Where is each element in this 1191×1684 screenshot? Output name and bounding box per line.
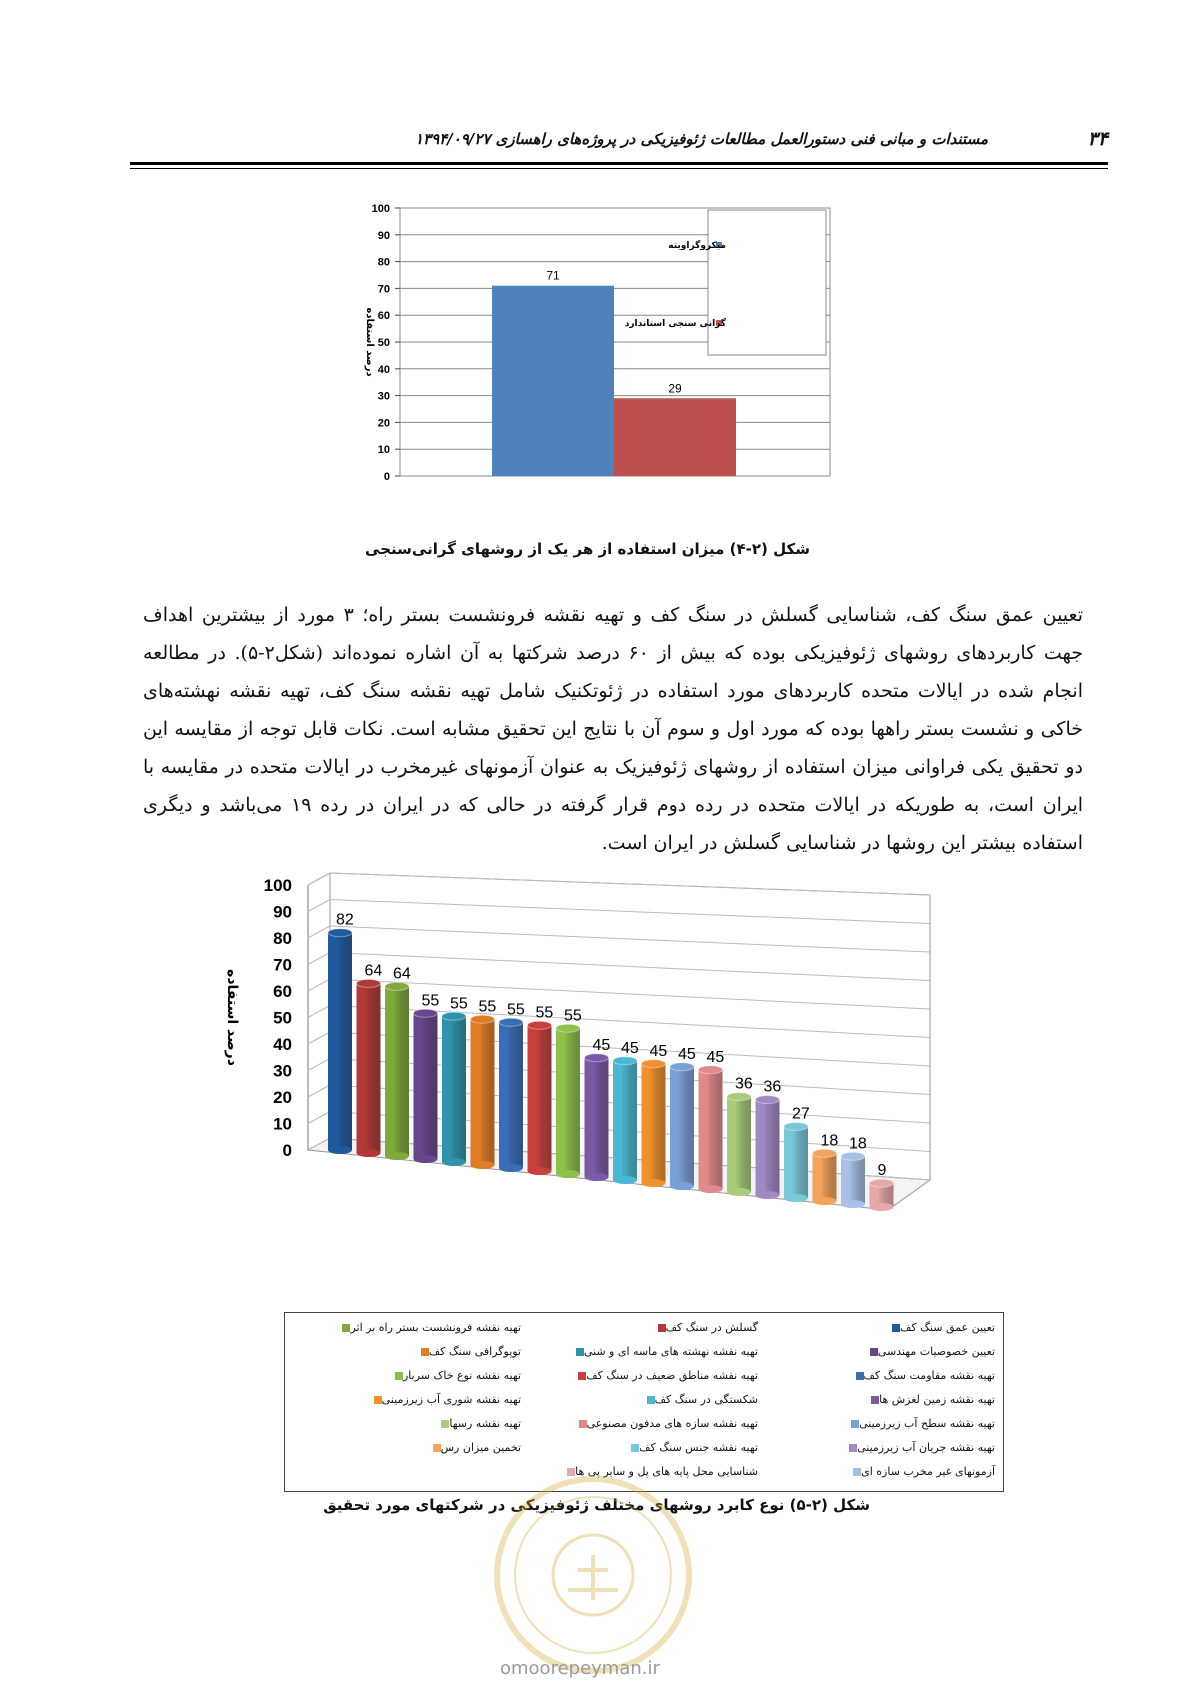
gridline-side xyxy=(308,1032,330,1044)
legend-label: شکستگی در سنگ کف xyxy=(654,1393,758,1406)
bar xyxy=(499,1018,523,1172)
bar xyxy=(841,1152,865,1208)
data-label: 55 xyxy=(450,995,468,1013)
legend-swatch xyxy=(421,1348,429,1356)
paragraph-line: انجام شده در ایالات متحده کاربردهای مورد استفاده در ژئوتکنیک شامل تهیه نقشه سنگ کف، تهیه نقشه نهشته‌های xyxy=(143,680,1083,702)
legend-label: تهیه نقشه زمین لغزش ها xyxy=(879,1393,995,1406)
legend-label: تهیه نقشه شوری آب زیرزمینی xyxy=(381,1393,521,1406)
y-tick-label: 20 xyxy=(273,1088,292,1107)
gridline-side xyxy=(308,1006,330,1018)
legend-item xyxy=(572,1369,758,1382)
legend-label: تهیه نقشه فرونشست بستر راه بر اثر xyxy=(350,1321,521,1334)
gridline-side xyxy=(308,1112,330,1124)
data-label: 45 xyxy=(649,1042,668,1060)
legend-item xyxy=(336,1321,521,1334)
bar xyxy=(699,1066,723,1193)
bar xyxy=(414,1009,438,1163)
y-tick-label: 0 xyxy=(282,1141,292,1160)
bar xyxy=(556,1024,580,1178)
data-label: 27 xyxy=(792,1105,810,1123)
y-tick-label: 30 xyxy=(273,1061,292,1081)
bar xyxy=(870,1179,894,1211)
data-label: 55 xyxy=(478,998,497,1016)
data-label: 64 xyxy=(393,965,411,983)
legend-item xyxy=(845,1417,995,1430)
legend-label: تهیه نقشه مقاومت سنگ کف xyxy=(863,1369,995,1382)
legend-swatch xyxy=(870,1348,878,1356)
legend-swatch xyxy=(576,1348,584,1356)
bar xyxy=(642,1060,666,1187)
legend-swatch xyxy=(441,1420,449,1428)
y-tick-label: 70 xyxy=(377,283,390,296)
legend-swatch xyxy=(579,1420,587,1428)
paragraph-line: دو تحقیق یکی فراوانی میزان استفاده از روشهای ژئوفیزیک به عنوان آزمونهای غیرمخرب در ایالات متحده در مقایسه با xyxy=(143,756,1083,778)
legend-item xyxy=(843,1441,995,1454)
data-label: 71 xyxy=(546,268,560,283)
legend-item xyxy=(415,1345,521,1358)
page-header xyxy=(130,128,1108,152)
legend-item xyxy=(573,1417,758,1430)
bar xyxy=(328,929,352,1154)
legend-label: تهیه نقشه سطح آب زیرزمینی xyxy=(859,1417,995,1430)
y-tick-label: 50 xyxy=(273,1008,292,1028)
legend-item xyxy=(850,1369,996,1382)
legend-item xyxy=(389,1369,521,1382)
watermark-url: omoorepeyman.ir xyxy=(500,1658,660,1679)
data-label: 45 xyxy=(678,1045,696,1063)
legend-label: تهیه نقشه سازه های مدفون مصنوعی xyxy=(586,1417,758,1430)
paragraph-line: استفاده بیشتر این روشها در شناسایی گسلش در ایران است. xyxy=(601,832,1083,854)
legend-swatch xyxy=(433,1444,441,1452)
data-label: 9 xyxy=(877,1162,887,1180)
legend-label: تهیه نقشه جنس سنگ کف xyxy=(639,1441,758,1454)
legend-item xyxy=(435,1417,521,1430)
legend-item xyxy=(847,1465,995,1478)
data-label: 18 xyxy=(849,1135,867,1153)
y-axis-label: درصد استفاده xyxy=(224,969,240,1066)
y-tick-label: 60 xyxy=(273,982,292,1001)
y-tick-label: 40 xyxy=(273,1035,292,1054)
legend-label: تهیه نقشه نوع خاک سربار xyxy=(403,1369,521,1382)
data-label: 55 xyxy=(507,1001,525,1019)
data-label: 18 xyxy=(820,1132,839,1150)
legend-label: تخمین میزان رس xyxy=(440,1441,521,1454)
legend-label: گسلش در سنگ کف xyxy=(665,1321,758,1334)
legend-label: توپوگرافی سنگ کف xyxy=(428,1345,521,1358)
data-label: 55 xyxy=(564,1007,582,1025)
data-label: 55 xyxy=(421,992,440,1010)
legend-label: تعیین عمق سنگ کف xyxy=(900,1321,995,1334)
legend-item xyxy=(368,1393,521,1406)
paragraph-line: جهت کاربردهای روشهای ژئوفیزیکی بوده که بیش از ۶۰ درصد شرکتها به آن اشاره نموده‌اند (شکل۲-۵). در مطالعه xyxy=(143,642,1083,664)
gridline-side xyxy=(308,873,330,885)
bar xyxy=(727,1093,751,1196)
legend-label: تعیین خصوصیات مهندسی xyxy=(877,1345,995,1358)
legend-swatch xyxy=(849,1444,857,1452)
legend-label: تهیه نقشه جریان آب زیرزمینی xyxy=(857,1441,995,1454)
bar xyxy=(585,1054,609,1181)
gridline-side xyxy=(308,1085,330,1097)
legend-swatch xyxy=(851,1420,859,1428)
paragraph-line: تعیین عمق سنگ کف، شناسایی گسلش در سنگ کف و تهیه نقشه فرونشست بستر راه؛ ۳ مورد از بیشترین اهداف xyxy=(143,604,1083,626)
body-paragraph xyxy=(143,596,1083,862)
bar xyxy=(614,398,736,476)
legend-swatch xyxy=(395,1372,403,1380)
y-tick-label: 30 xyxy=(377,390,390,403)
data-label: 36 xyxy=(763,1078,782,1096)
gridline-side xyxy=(308,1059,330,1071)
data-label: 55 xyxy=(535,1004,554,1022)
watermark-seal-icon xyxy=(488,1470,698,1680)
bar xyxy=(670,1063,694,1190)
y-tick-label: 20 xyxy=(377,417,390,430)
legend-label: آزمونهای غیر مخرب سازه ای xyxy=(861,1465,995,1478)
bar xyxy=(492,286,614,476)
legend-label: گرانی سنجی استاندارد xyxy=(624,319,726,329)
legend-label: تهیه نقشه مناطق ضعیف در سنگ کف xyxy=(586,1369,758,1382)
gridline-side xyxy=(308,979,330,991)
data-label: 45 xyxy=(592,1036,611,1054)
gridline-side xyxy=(308,926,330,938)
legend-item xyxy=(570,1345,758,1358)
header-rule xyxy=(130,162,1108,165)
figure-caption-4: شکل (۲-۴) میزان استفاده از هر یک از روشهای گرانی‌سنجی xyxy=(365,540,810,558)
legend-label: میکروگراویته xyxy=(668,241,726,251)
bar xyxy=(471,1015,495,1169)
y-tick-label: 70 xyxy=(273,955,292,975)
bar xyxy=(813,1149,837,1205)
legend-label: تهیه نقشه رسها xyxy=(449,1417,521,1430)
gravity-methods-chart xyxy=(345,203,905,526)
data-label: 36 xyxy=(735,1075,753,1093)
y-tick-label: 10 xyxy=(273,1114,292,1134)
gridline-side xyxy=(308,953,330,965)
y-tick-label: 50 xyxy=(377,337,390,349)
data-label: 29 xyxy=(668,381,682,396)
bar xyxy=(784,1122,808,1202)
legend-swatch xyxy=(892,1324,900,1332)
legend-label: شناسایی محل پایه های پل و سایر پی ها xyxy=(575,1465,758,1478)
legend-swatch xyxy=(631,1444,639,1452)
legend-item xyxy=(865,1393,995,1406)
figure-caption-5: شکل (۲-۵) نوع کابرد روشهای مختلف ژئوفیزیکی در شرکتهای مورد تحقیق xyxy=(323,1496,870,1514)
legend-item xyxy=(625,1441,758,1454)
y-tick-label: 40 xyxy=(377,363,390,376)
bar xyxy=(385,982,409,1160)
y-tick-label: 10 xyxy=(377,444,390,457)
legend-item xyxy=(864,1345,995,1358)
data-label: 45 xyxy=(621,1039,639,1057)
bar xyxy=(528,1021,552,1175)
legend-box xyxy=(708,210,826,355)
data-label: 82 xyxy=(336,911,354,929)
legend-item xyxy=(886,1321,995,1334)
gridline-side xyxy=(308,900,330,912)
y-tick-label: 80 xyxy=(377,256,390,269)
y-tick-label: 90 xyxy=(273,902,292,922)
chart-legend xyxy=(284,1312,1004,1492)
legend-item xyxy=(427,1441,521,1454)
legend-swatch xyxy=(374,1396,382,1404)
legend-swatch xyxy=(871,1396,879,1404)
legend-swatch xyxy=(578,1372,586,1380)
y-tick-label: 80 xyxy=(273,929,292,948)
legend-swatch xyxy=(647,1396,655,1404)
y-tick-label: 60 xyxy=(377,310,390,323)
y-tick-label: 90 xyxy=(377,229,390,242)
page-number: ۳۴ xyxy=(1087,128,1108,150)
bar xyxy=(756,1096,780,1199)
legend-swatch xyxy=(853,1468,861,1476)
legend-item xyxy=(652,1321,758,1334)
paragraph-line: ایران است، به طوریکه در ایالات متحده در رده دوم قرار گرفته در حالی که در ایران در رده ۱۹ می‌باشد و دیگری xyxy=(143,794,1084,816)
y-axis-label: درصد استفاده xyxy=(364,307,375,377)
legend-item xyxy=(641,1393,758,1406)
paragraph-line: خاکی و نشست بستر راهها بوده که مورد اول و سوم آن با نتایج این تحقیق مشابه است. نکات قابل توجه از مقایسه این xyxy=(143,718,1083,740)
legend-label: تهیه نقشه نهشته های ماسه ای و شنی xyxy=(583,1345,758,1358)
geophysics-applications-chart xyxy=(224,876,1008,1315)
y-tick-label: 0 xyxy=(383,471,390,483)
y-tick-label: 100 xyxy=(263,876,292,895)
legend-swatch xyxy=(856,1372,864,1380)
header-rule-thin xyxy=(130,168,1108,169)
bar xyxy=(613,1057,637,1184)
legend-swatch xyxy=(658,1324,666,1332)
bar xyxy=(442,1012,466,1166)
bar xyxy=(357,979,381,1157)
data-label: 45 xyxy=(706,1048,725,1066)
data-label: 64 xyxy=(364,962,383,980)
header-title: مستندات و مبانی فنی دستورالعمل مطالعات ژئوفیزیکی در پروژه‌های راهسازی ۱۳۹۴/۰۹/۲۷ xyxy=(414,130,988,148)
y-tick-label: 100 xyxy=(371,203,390,215)
